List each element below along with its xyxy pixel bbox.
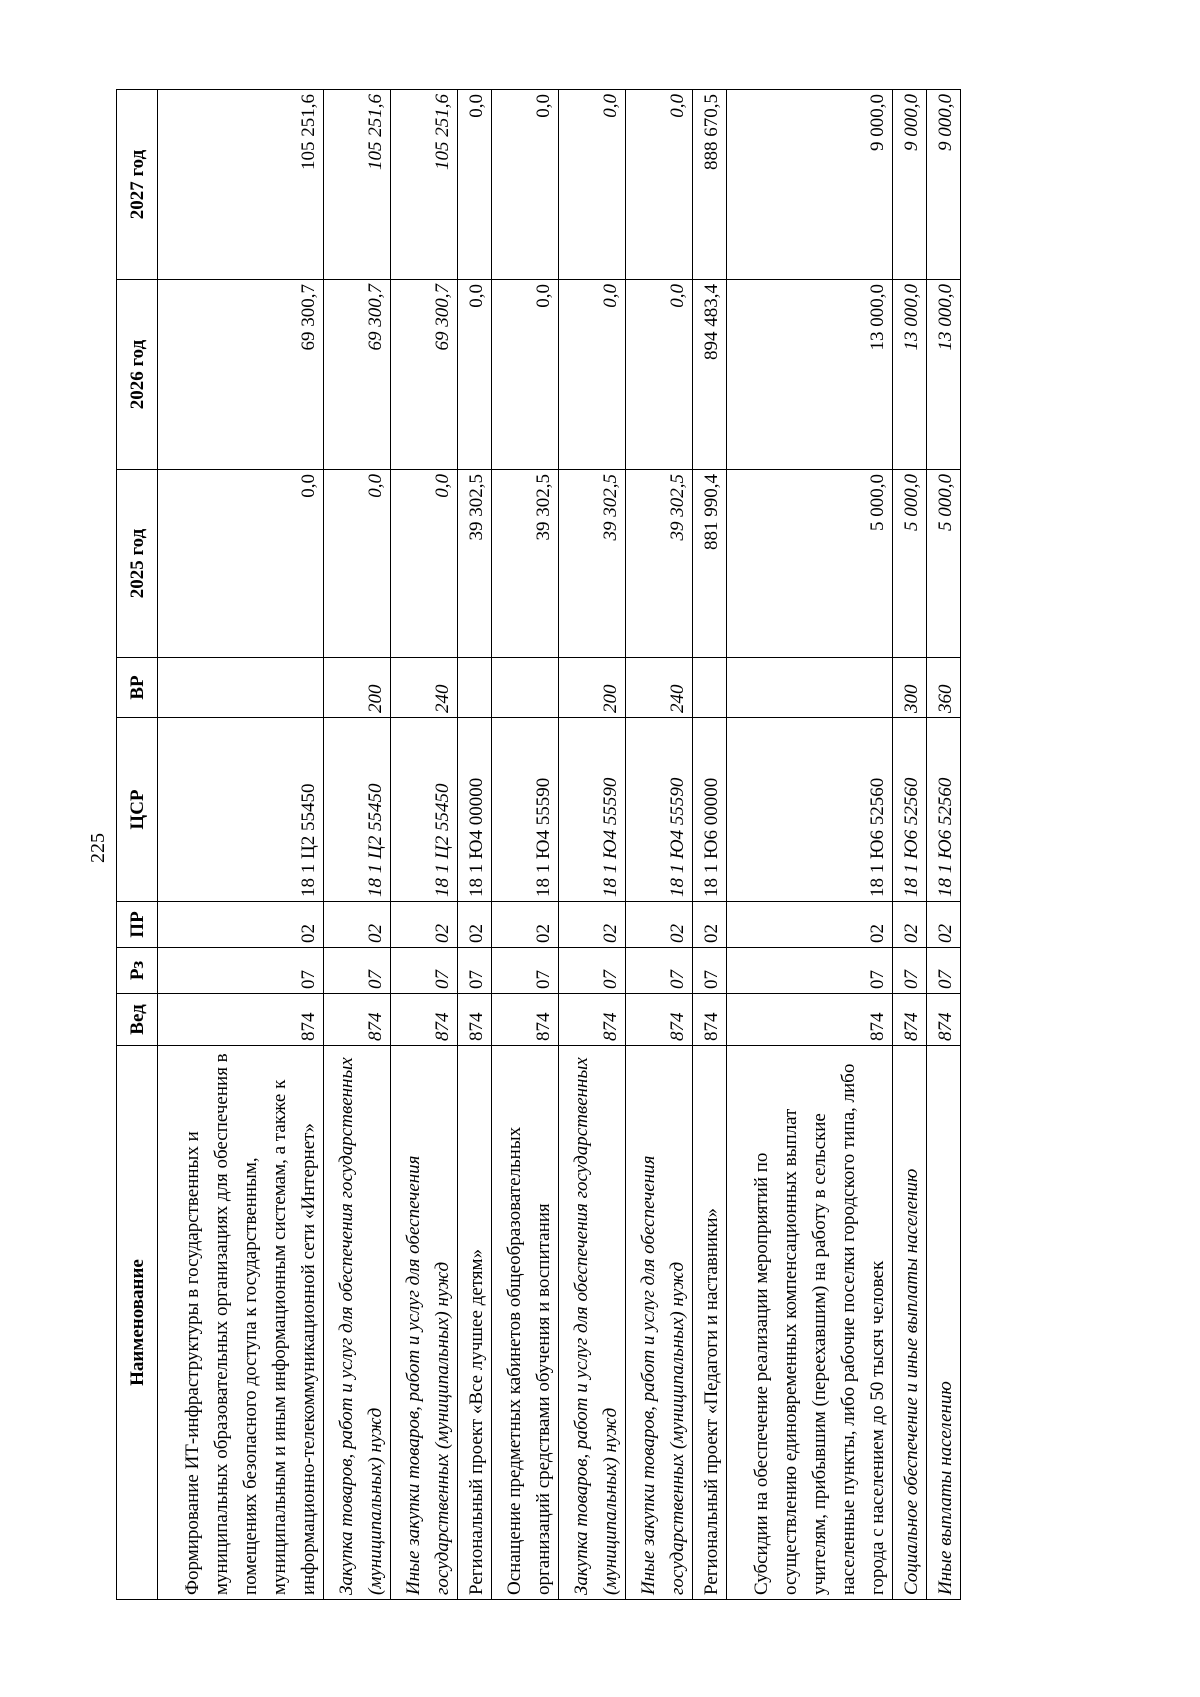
row-name: Иные выплаты населению	[926, 1046, 960, 1600]
row-2026: 13 000,0	[892, 280, 926, 470]
row-2025: 0,0	[158, 470, 324, 658]
row-2026: 69 300,7	[158, 280, 324, 470]
row-2027: 9 000,0	[892, 90, 926, 280]
row-csr: 18 1 Ю4 55590	[625, 718, 692, 902]
header-2027: 2027 год	[117, 90, 158, 280]
table-row	[625, 90, 692, 1600]
row-ved: 874	[892, 994, 926, 1046]
row-rz: 07	[692, 948, 726, 994]
budget-table	[116, 89, 961, 1600]
row-ved: 874	[625, 994, 692, 1046]
row-vr: 240	[390, 658, 457, 718]
row-2026: 0,0	[491, 280, 558, 470]
row-csr: 18 1 Ю6 52560	[926, 718, 960, 902]
row-rz: 07	[457, 948, 491, 994]
row-2026: 0,0	[457, 280, 491, 470]
row-pr: 02	[158, 902, 324, 948]
row-name: Субсидии на обеспечение реализации мероприятий по осуществлению единовременных компенсационных выплат учителям, прибывшим (переехавшим) на работу в сельские населенные пункты, либо рабочие поселки городского типа, либо города с населением до 50 тысяч человек	[726, 1046, 892, 1600]
row-2025: 39 302,5	[558, 470, 625, 658]
table-row	[158, 90, 324, 1600]
row-2026: 13 000,0	[926, 280, 960, 470]
header-2025: 2025 год	[117, 470, 158, 658]
row-ved: 874	[692, 994, 726, 1046]
page-number: 225	[87, 833, 109, 863]
row-pr: 02	[390, 902, 457, 948]
row-2027: 9 000,0	[726, 90, 892, 280]
row-csr: 18 1 Ю4 55590	[558, 718, 625, 902]
row-name: Социальное обеспечение и иные выплаты населению	[892, 1046, 926, 1600]
row-2025: 39 302,5	[457, 470, 491, 658]
row-2027: 888 670,5	[692, 90, 726, 280]
row-pr: 02	[491, 902, 558, 948]
header-ved: Вед	[117, 994, 158, 1046]
row-rz: 07	[892, 948, 926, 994]
row-2025: 5 000,0	[892, 470, 926, 658]
row-2025: 0,0	[390, 470, 457, 658]
row-2025: 39 302,5	[491, 470, 558, 658]
table-row	[726, 90, 892, 1600]
row-name: Региональный проект «Все лучшее детям»	[457, 1046, 491, 1600]
table-rotator	[116, 90, 961, 1600]
row-2025: 0,0	[323, 470, 390, 658]
row-vr	[491, 658, 558, 718]
row-pr: 02	[323, 902, 390, 948]
row-2025: 881 990,4	[692, 470, 726, 658]
row-csr: 18 1 Ю6 52560	[726, 718, 892, 902]
row-2026: 0,0	[625, 280, 692, 470]
row-name: Формирование ИТ-инфраструктуры в государственных и муниципальных образовательных организациях для обеспечения в помещениях безопасного доступа к государственным, муниципальным и иным информационным системам, а также к информационно-телекоммуникационной сети «Интернет»	[158, 1046, 324, 1600]
row-ved: 874	[323, 994, 390, 1046]
table-row	[558, 90, 625, 1600]
header-rz: Рз	[117, 948, 158, 994]
row-2027: 105 251,6	[158, 90, 324, 280]
table-row	[457, 90, 491, 1600]
row-rz: 07	[558, 948, 625, 994]
row-2027: 0,0	[491, 90, 558, 280]
row-ved: 874	[491, 994, 558, 1046]
row-pr: 02	[892, 902, 926, 948]
row-vr: 200	[323, 658, 390, 718]
row-csr: 18 1 Ц2 55450	[158, 718, 324, 902]
row-csr: 18 1 Ю6 00000	[692, 718, 726, 902]
row-rz: 07	[491, 948, 558, 994]
row-pr: 02	[625, 902, 692, 948]
header-csr: ЦСР	[117, 718, 158, 902]
row-2026: 13 000,0	[726, 280, 892, 470]
row-2025: 5 000,0	[726, 470, 892, 658]
row-2027: 0,0	[457, 90, 491, 280]
row-csr: 18 1 Ю4 55590	[491, 718, 558, 902]
row-ved: 874	[926, 994, 960, 1046]
row-2026: 894 483,4	[692, 280, 726, 470]
header-vr: ВР	[117, 658, 158, 718]
row-2026: 0,0	[558, 280, 625, 470]
row-name: Региональный проект «Педагоги и наставники»	[692, 1046, 726, 1600]
table-row	[390, 90, 457, 1600]
row-vr: 240	[625, 658, 692, 718]
table-row	[692, 90, 726, 1600]
row-csr: 18 1 Ц2 55450	[390, 718, 457, 902]
row-2027: 105 251,6	[390, 90, 457, 280]
row-name: Оснащение предметных кабинетов общеобразовательных организаций средствами обучения и воспитания	[491, 1046, 558, 1600]
row-pr: 02	[558, 902, 625, 948]
row-rz: 07	[323, 948, 390, 994]
row-ved: 874	[558, 994, 625, 1046]
row-pr: 02	[926, 902, 960, 948]
row-ved: 874	[726, 994, 892, 1046]
row-2026: 69 300,7	[323, 280, 390, 470]
row-2025: 39 302,5	[625, 470, 692, 658]
header-pr: ПР	[117, 902, 158, 948]
row-2027: 105 251,6	[323, 90, 390, 280]
row-ved: 874	[457, 994, 491, 1046]
table-row	[323, 90, 390, 1600]
row-pr: 02	[726, 902, 892, 948]
row-pr: 02	[457, 902, 491, 948]
row-2027: 9 000,0	[926, 90, 960, 280]
row-vr	[158, 658, 324, 718]
row-ved: 874	[158, 994, 324, 1046]
row-csr: 18 1 Ю6 52560	[892, 718, 926, 902]
row-name: Иные закупки товаров, работ и услуг для обеспечения государственных (муниципальных) нужд	[390, 1046, 457, 1600]
row-csr: 18 1 Ю4 00000	[457, 718, 491, 902]
row-rz: 07	[390, 948, 457, 994]
row-vr	[726, 658, 892, 718]
row-2027: 0,0	[625, 90, 692, 280]
row-vr: 300	[892, 658, 926, 718]
row-vr	[692, 658, 726, 718]
header-row	[117, 90, 158, 1600]
row-vr: 200	[558, 658, 625, 718]
row-2026: 69 300,7	[390, 280, 457, 470]
row-csr: 18 1 Ц2 55450	[323, 718, 390, 902]
row-2025: 5 000,0	[926, 470, 960, 658]
header-2026: 2026 год	[117, 280, 158, 470]
row-rz: 07	[158, 948, 324, 994]
header-name: Наименование	[117, 1046, 158, 1600]
row-name: Закупка товаров, работ и услуг для обеспечения государственных (муниципальных) нужд	[558, 1046, 625, 1600]
row-rz: 07	[625, 948, 692, 994]
row-rz: 07	[926, 948, 960, 994]
table-row	[491, 90, 558, 1600]
table-row	[926, 90, 960, 1600]
table-row	[892, 90, 926, 1600]
row-pr: 02	[692, 902, 726, 948]
row-rz: 07	[726, 948, 892, 994]
row-vr	[457, 658, 491, 718]
row-2027: 0,0	[558, 90, 625, 280]
row-name: Иные закупки товаров, работ и услуг для обеспечения государственных (муниципальных) нужд	[625, 1046, 692, 1600]
row-ved: 874	[390, 994, 457, 1046]
row-vr: 360	[926, 658, 960, 718]
row-name: Закупка товаров, работ и услуг для обеспечения государственных (муниципальных) нужд	[323, 1046, 390, 1600]
